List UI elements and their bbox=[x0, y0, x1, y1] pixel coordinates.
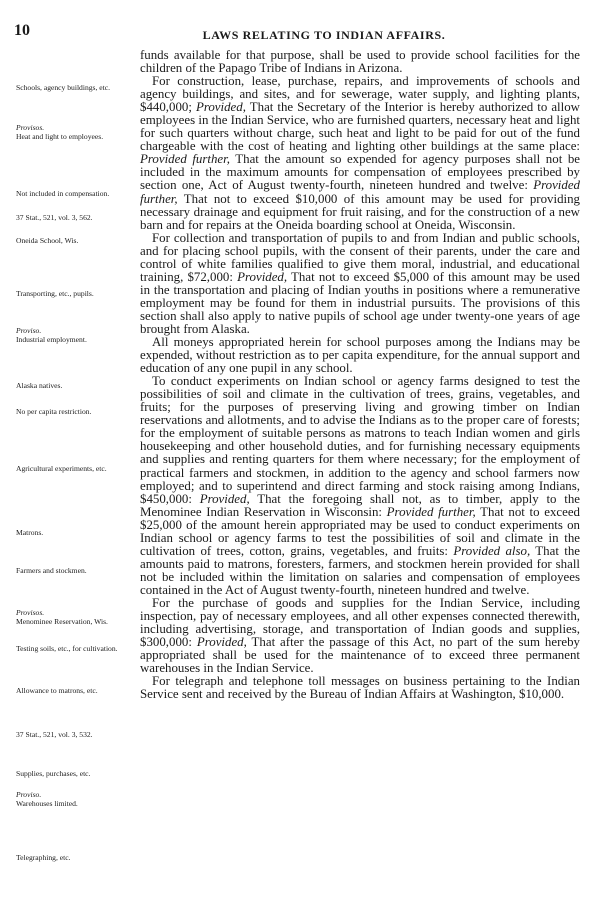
margin-note bbox=[16, 214, 134, 223]
margin-note-line: Allowance to matrons, etc. bbox=[16, 686, 98, 695]
margin-note bbox=[16, 567, 134, 576]
paragraph-text: That the foregoing shall not, as to timber, apply to the Menominee Indian Reservation in Wisconsin: bbox=[140, 491, 580, 519]
margin-note-line: Telegraphing, etc. bbox=[16, 853, 71, 862]
margin-note-line: Testing soils, etc., for cultivation. bbox=[16, 644, 118, 653]
margin-note-line: Menominee Reservation, Wis. bbox=[16, 616, 108, 626]
margin-note-line: Farmers and stockmen. bbox=[16, 566, 87, 575]
margin-note-line: 37 Stat., 521, vol. 3, 532. bbox=[16, 730, 93, 739]
paragraph-text: That the amounts paid to matrons, foresters, farmers, and stockmen herein provided for shall not be included within the limitation on salaries and compensation of employees contained in the Act of August twenty-fourth, nineteen hundred and twelve. bbox=[140, 543, 580, 597]
paragraph-text: funds available for that purpose, shall be used to provide school facilities for the children of the Papago Tribe of Indians in Arizona. bbox=[140, 48, 580, 76]
margin-note bbox=[16, 408, 134, 417]
proviso-text: Provided further, bbox=[140, 178, 580, 206]
margin-note bbox=[16, 854, 134, 863]
paragraph-text: That not to exceed $25,000 of the amount herein appropriated may be used to conduct experiments on Indian school or agency farms to test the possibilities of soil and climate in the cultivation of trees, cotton, grains, vegetables, and fruits: bbox=[140, 504, 581, 558]
margin-note-line: Provisos. bbox=[16, 123, 45, 132]
margin-note-line: Alaska natives. bbox=[16, 381, 63, 390]
proviso-text: Provided, bbox=[195, 100, 246, 115]
paragraph bbox=[140, 375, 580, 597]
proviso-text: Provided also, bbox=[453, 543, 531, 558]
margin-note bbox=[16, 609, 134, 626]
margin-note bbox=[16, 327, 134, 344]
margin-note-line: Supplies, purchases, etc. bbox=[16, 769, 91, 778]
margin-note-line: Not included in compensation. bbox=[16, 189, 110, 198]
proviso-text: Provided further, bbox=[386, 504, 476, 519]
margin-note bbox=[16, 382, 134, 391]
paragraph-text: That not to exceed $10,000 of this amount may be used for providing necessary drainage and equipment for fruit raising, and for the construction of a new barn and for repairs at the Oneida boarding school at Oneida, Wisconsin. bbox=[140, 191, 580, 232]
margin-note bbox=[16, 731, 134, 740]
margin-note bbox=[16, 84, 134, 93]
margin-note-line: Oneida School, Wis. bbox=[16, 236, 79, 245]
paragraph-text: For telegraph and telephone toll messages on business pertaining to the Indian Service sent and received by the Bureau of Indian Affairs at Washington, $10,000. bbox=[140, 674, 580, 702]
proviso-text: Provided, bbox=[199, 491, 250, 506]
paragraph bbox=[140, 232, 580, 336]
paragraph-text: All moneys appropriated herein for school purposes among the Indians may be expended, without restriction as to per capita expenditure, for the annual support and education of any one pupil in any school. bbox=[140, 335, 580, 376]
paragraph-text: That not to exceed $5,000 of this amount may be used in the transportation and placing of Indian youths in positions where a remunerative employment may be found for them in industrial pursuits. The provisions of this section shall also apply to native pupils of school age under twenty-one years of age brought from Alaska. bbox=[140, 269, 580, 336]
proviso-text: Provided, bbox=[237, 269, 288, 284]
margin-note bbox=[16, 124, 134, 141]
paragraph-text: That after the passage of this Act, no part of the sum hereby appropriated shall be used for the maintenance of to exceed three permanent warehouses in the Indian Service. bbox=[140, 635, 580, 676]
margin-note-line: Transporting, etc., pupils. bbox=[16, 289, 94, 298]
margin-note bbox=[16, 465, 134, 474]
body-text bbox=[140, 49, 580, 701]
margin-note-line: Warehouses limited. bbox=[16, 798, 78, 808]
paragraph-text: That the Secretary of the Interior is hereby authorized to allow employees in the Indian Service, who are furnished quarters, necessary heat and light for such quarters without charge, such heat and light to be paid for out of the fund chargeable with the cost of heating and lighting other buildings at the same place: bbox=[140, 100, 580, 154]
margin-note-line: 37 Stat., 521, vol. 3, 562. bbox=[16, 213, 93, 222]
margin-note-line: Proviso. bbox=[16, 326, 42, 335]
paragraph-text: For construction, lease, purchase, repairs, and improvements of schools and agency buildings, and sites, and for sewerage, water supply, and lighting plants, $440,000; bbox=[140, 74, 580, 115]
page-number: 10 bbox=[14, 22, 30, 39]
margin-note bbox=[16, 190, 134, 199]
paragraph-text: To conduct experiments on Indian school or agency farms designed to test the possibilities of soil and climate in the cultivation of trees, grains, vegetables, and fruits; for the purposes of preserving living and growing timber on Indian reservations and allotments, and to advise the Indians as to the proper care of forests; for the employment of suitable persons as matrons to teach Indian women and girls housekeeping and other household duties, and for furnishing necessary equipments and supplies and renting quarters for them where necessary; for the employment of practical farmers and stockmen, in addition to the agency and school farmers now employed; and to superintend and direct farming and stock raising among Indians, $450,000: bbox=[140, 374, 580, 506]
margin-note bbox=[16, 791, 134, 808]
paragraph bbox=[140, 675, 580, 701]
margin-note bbox=[16, 687, 134, 696]
paragraph-text: That the amount so expended for agency purposes shall not be included in the maximum amounts for compensation of employees prescribed by section one, Act of August twenty-fourth, nineteen hundred and twelve: bbox=[140, 152, 580, 193]
paragraph-text: For collection and transportation of pupils to and from Indian and public schools, and for placing school pupils, with the consent of their parents, under the care and control of white families qualified to give them moral, industrial, and educational training, $72,000: bbox=[140, 230, 580, 284]
margin-note-line: Proviso. bbox=[16, 790, 42, 799]
margin-note bbox=[16, 529, 134, 538]
proviso-text: Provided further, bbox=[140, 152, 230, 167]
proviso-text: Provided, bbox=[196, 635, 247, 650]
margin-note-line: Provisos. bbox=[16, 608, 45, 617]
margin-note bbox=[16, 645, 134, 654]
margin-note-line: Schools, agency buildings, etc. bbox=[16, 83, 111, 92]
margin-note-line: Matrons. bbox=[16, 528, 44, 537]
paragraph bbox=[140, 336, 580, 375]
margin-note-line: Agricultural experiments, etc. bbox=[16, 464, 107, 473]
running-head: LAWS RELATING TO INDIAN AFFAIRS. bbox=[202, 28, 446, 42]
margin-note bbox=[16, 770, 134, 779]
margin-note-line: No per capita restriction. bbox=[16, 407, 92, 416]
paragraph-text: For the purchase of goods and supplies for the Indian Service, including inspection, pay of necessary employees, and all other expenses connected therewith, including advertising, storage, and transportation of Indian goods and supplies, $300,000: bbox=[140, 595, 580, 650]
margin-note-line: Heat and light to employees. bbox=[16, 131, 104, 141]
paragraph bbox=[140, 49, 580, 75]
margin-note bbox=[16, 237, 134, 246]
margin-note-line: Industrial employment. bbox=[16, 334, 87, 344]
paragraph bbox=[140, 75, 580, 232]
margin-note bbox=[16, 290, 134, 299]
paragraph bbox=[140, 597, 580, 675]
